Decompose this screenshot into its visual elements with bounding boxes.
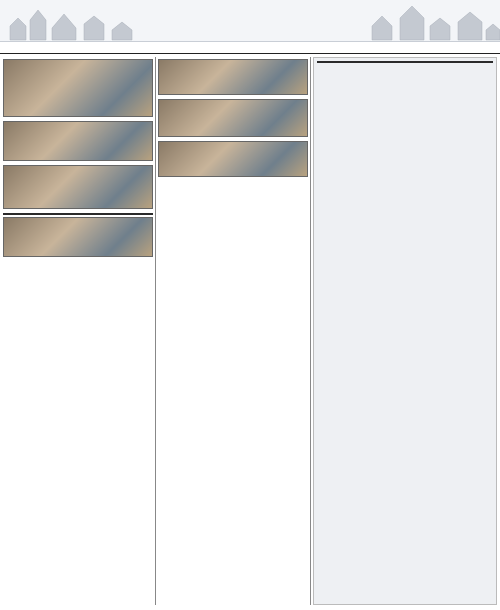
news-photo: [3, 121, 153, 161]
news-story: [3, 59, 153, 117]
column-left: [3, 57, 153, 605]
news-photo: [158, 99, 308, 137]
news-photo: [158, 141, 308, 177]
temple-skyline-illustration: [0, 0, 500, 42]
news-photo: [158, 59, 308, 95]
news-story: [3, 213, 153, 257]
news-photo: [3, 59, 153, 117]
feature-article: [313, 57, 497, 605]
story-headline: [3, 213, 153, 215]
column-middle: [158, 57, 308, 605]
masthead: [0, 0, 500, 42]
news-story: [158, 141, 308, 177]
date-bar: [0, 43, 500, 54]
news-story: [3, 121, 153, 161]
column-divider: [155, 57, 156, 605]
feature-headline: [317, 61, 493, 63]
news-story: [158, 99, 308, 137]
news-story: [158, 59, 308, 95]
news-photo: [3, 165, 153, 209]
column-right: [313, 57, 497, 605]
news-photo: [3, 217, 153, 257]
column-divider: [310, 57, 311, 605]
news-story: [3, 165, 153, 209]
